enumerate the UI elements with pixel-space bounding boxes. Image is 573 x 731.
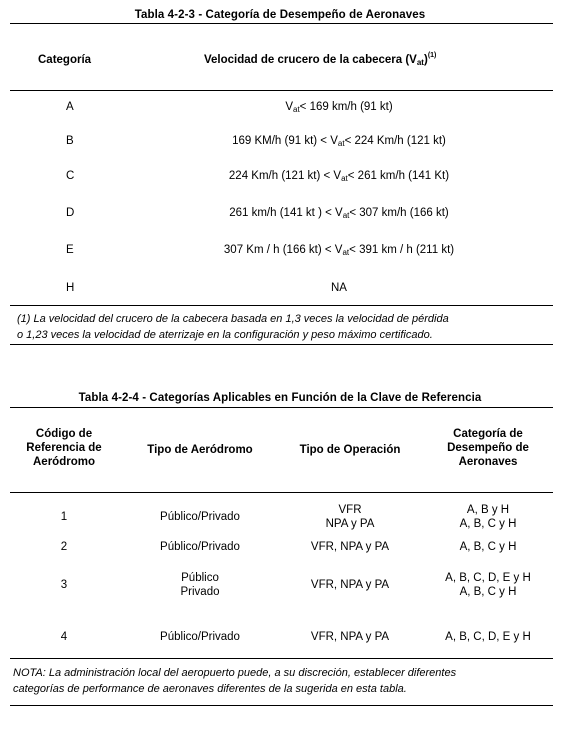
- table1-title: Tabla 4-2-3 - Categoría de Desempeño de Aeronaves: [134, 9, 426, 21]
- table1-row-speed: NA: [331, 282, 347, 294]
- table2-bottom-rule: [10, 705, 553, 706]
- table2-header-tipo-aerodromo: Tipo de Aeródromo: [147, 444, 253, 456]
- table1-row-category: D: [66, 207, 75, 219]
- table2-top-rule: [10, 407, 553, 408]
- table1-top-rule: [10, 23, 553, 24]
- table2-row-aerodromo: Público/Privado: [160, 631, 240, 643]
- table2-row-aerodromo: Público Privado: [180, 572, 220, 598]
- table1-row-speed: $V_{at}< 169$ km/h (91 kt): [285, 101, 393, 114]
- table1-header-velocidad: Velocidad de crucero de la cabecera $(V_{at})^{(1)}$: [204, 52, 437, 67]
- table2-row-categoria: A, B, C, D, E y H A, B, C y H: [445, 572, 531, 598]
- table2-row-operacion: VFR NPA y PA: [325, 504, 375, 530]
- table2-row-code: 2: [60, 541, 68, 553]
- table1-row-speed: 307 Km / h (166 $kt) < V_{at}< 391$ km / h (211 kt): [223, 244, 455, 257]
- table1-row-speed: 261 km/h (141 kt ) < $V_{at}< 307$ km/h (166 kt): [229, 207, 449, 220]
- table1-footnote-rule: [10, 305, 553, 306]
- table2-row-categoria: A, B, C y H: [459, 541, 517, 553]
- table1-row-category: H: [66, 282, 75, 294]
- table2-note-line2: categorías de performance de aeronaves diferentes de la sugerida en esta tabla.: [13, 683, 407, 695]
- table2-row-categoria: A, B y H A, B, C y H: [459, 504, 517, 530]
- table2-row-categoria: A, B, C, D, E y H: [445, 631, 531, 643]
- table2-header-tipo-operacion: Tipo de Operación: [299, 444, 401, 456]
- table2-row-code: 1: [60, 511, 68, 523]
- table1-row-category: B: [66, 135, 74, 147]
- table1-row-speed: 224 Km/h (121 $kt) < V_{at}< 261$ km/h (141 Kt): [228, 170, 450, 183]
- table2-row-aerodromo: Público/Privado: [160, 541, 240, 553]
- table2-header-rule: [10, 492, 553, 493]
- table1-row-category: C: [66, 170, 75, 182]
- table2-header-categoria: Categoría de Desempeño de Aeronaves: [447, 428, 529, 468]
- table2-row-code: 3: [60, 579, 68, 591]
- table2-row-code: 4: [60, 631, 68, 643]
- table1-header-categoria: Categoría: [38, 54, 92, 66]
- table2-row-aerodromo: Público/Privado: [160, 511, 240, 523]
- table1-footnote-line1: (1) La velocidad del crucero de la cabecera basada en 1,3 veces la velocidad de pérdida: [17, 313, 449, 325]
- table1-header-rule: [10, 90, 553, 91]
- table2-header-codigo: Código de Referencia de Aeródromo: [26, 428, 102, 468]
- table2-title: Tabla 4-2-4 - Categorías Aplicables en Función de la Clave de Referencia: [78, 392, 482, 404]
- table2-row-operacion: VFR, NPA y PA: [310, 631, 390, 643]
- table2-note-line1: NOTA: La administración local del aeropuerto puede, a su discreción, establecer diferentes: [13, 667, 457, 679]
- table2-note-rule: [10, 658, 553, 659]
- table1-row-category: E: [66, 244, 74, 256]
- table1-bottom-rule: [10, 344, 553, 345]
- table1-row-speed: 169 KM/h (91 $kt) < V_{at}< 224$ Km/h (121 kt): [232, 135, 446, 148]
- table1-footnote-line2: o 1,23 veces la velocidad de aterrizaje en la configuración y peso máximo certificado.: [17, 329, 433, 341]
- table1-row-category: A: [66, 101, 74, 113]
- table2-row-operacion: VFR, NPA y PA: [310, 541, 390, 553]
- table2-row-operacion: VFR, NPA y PA: [310, 579, 390, 591]
